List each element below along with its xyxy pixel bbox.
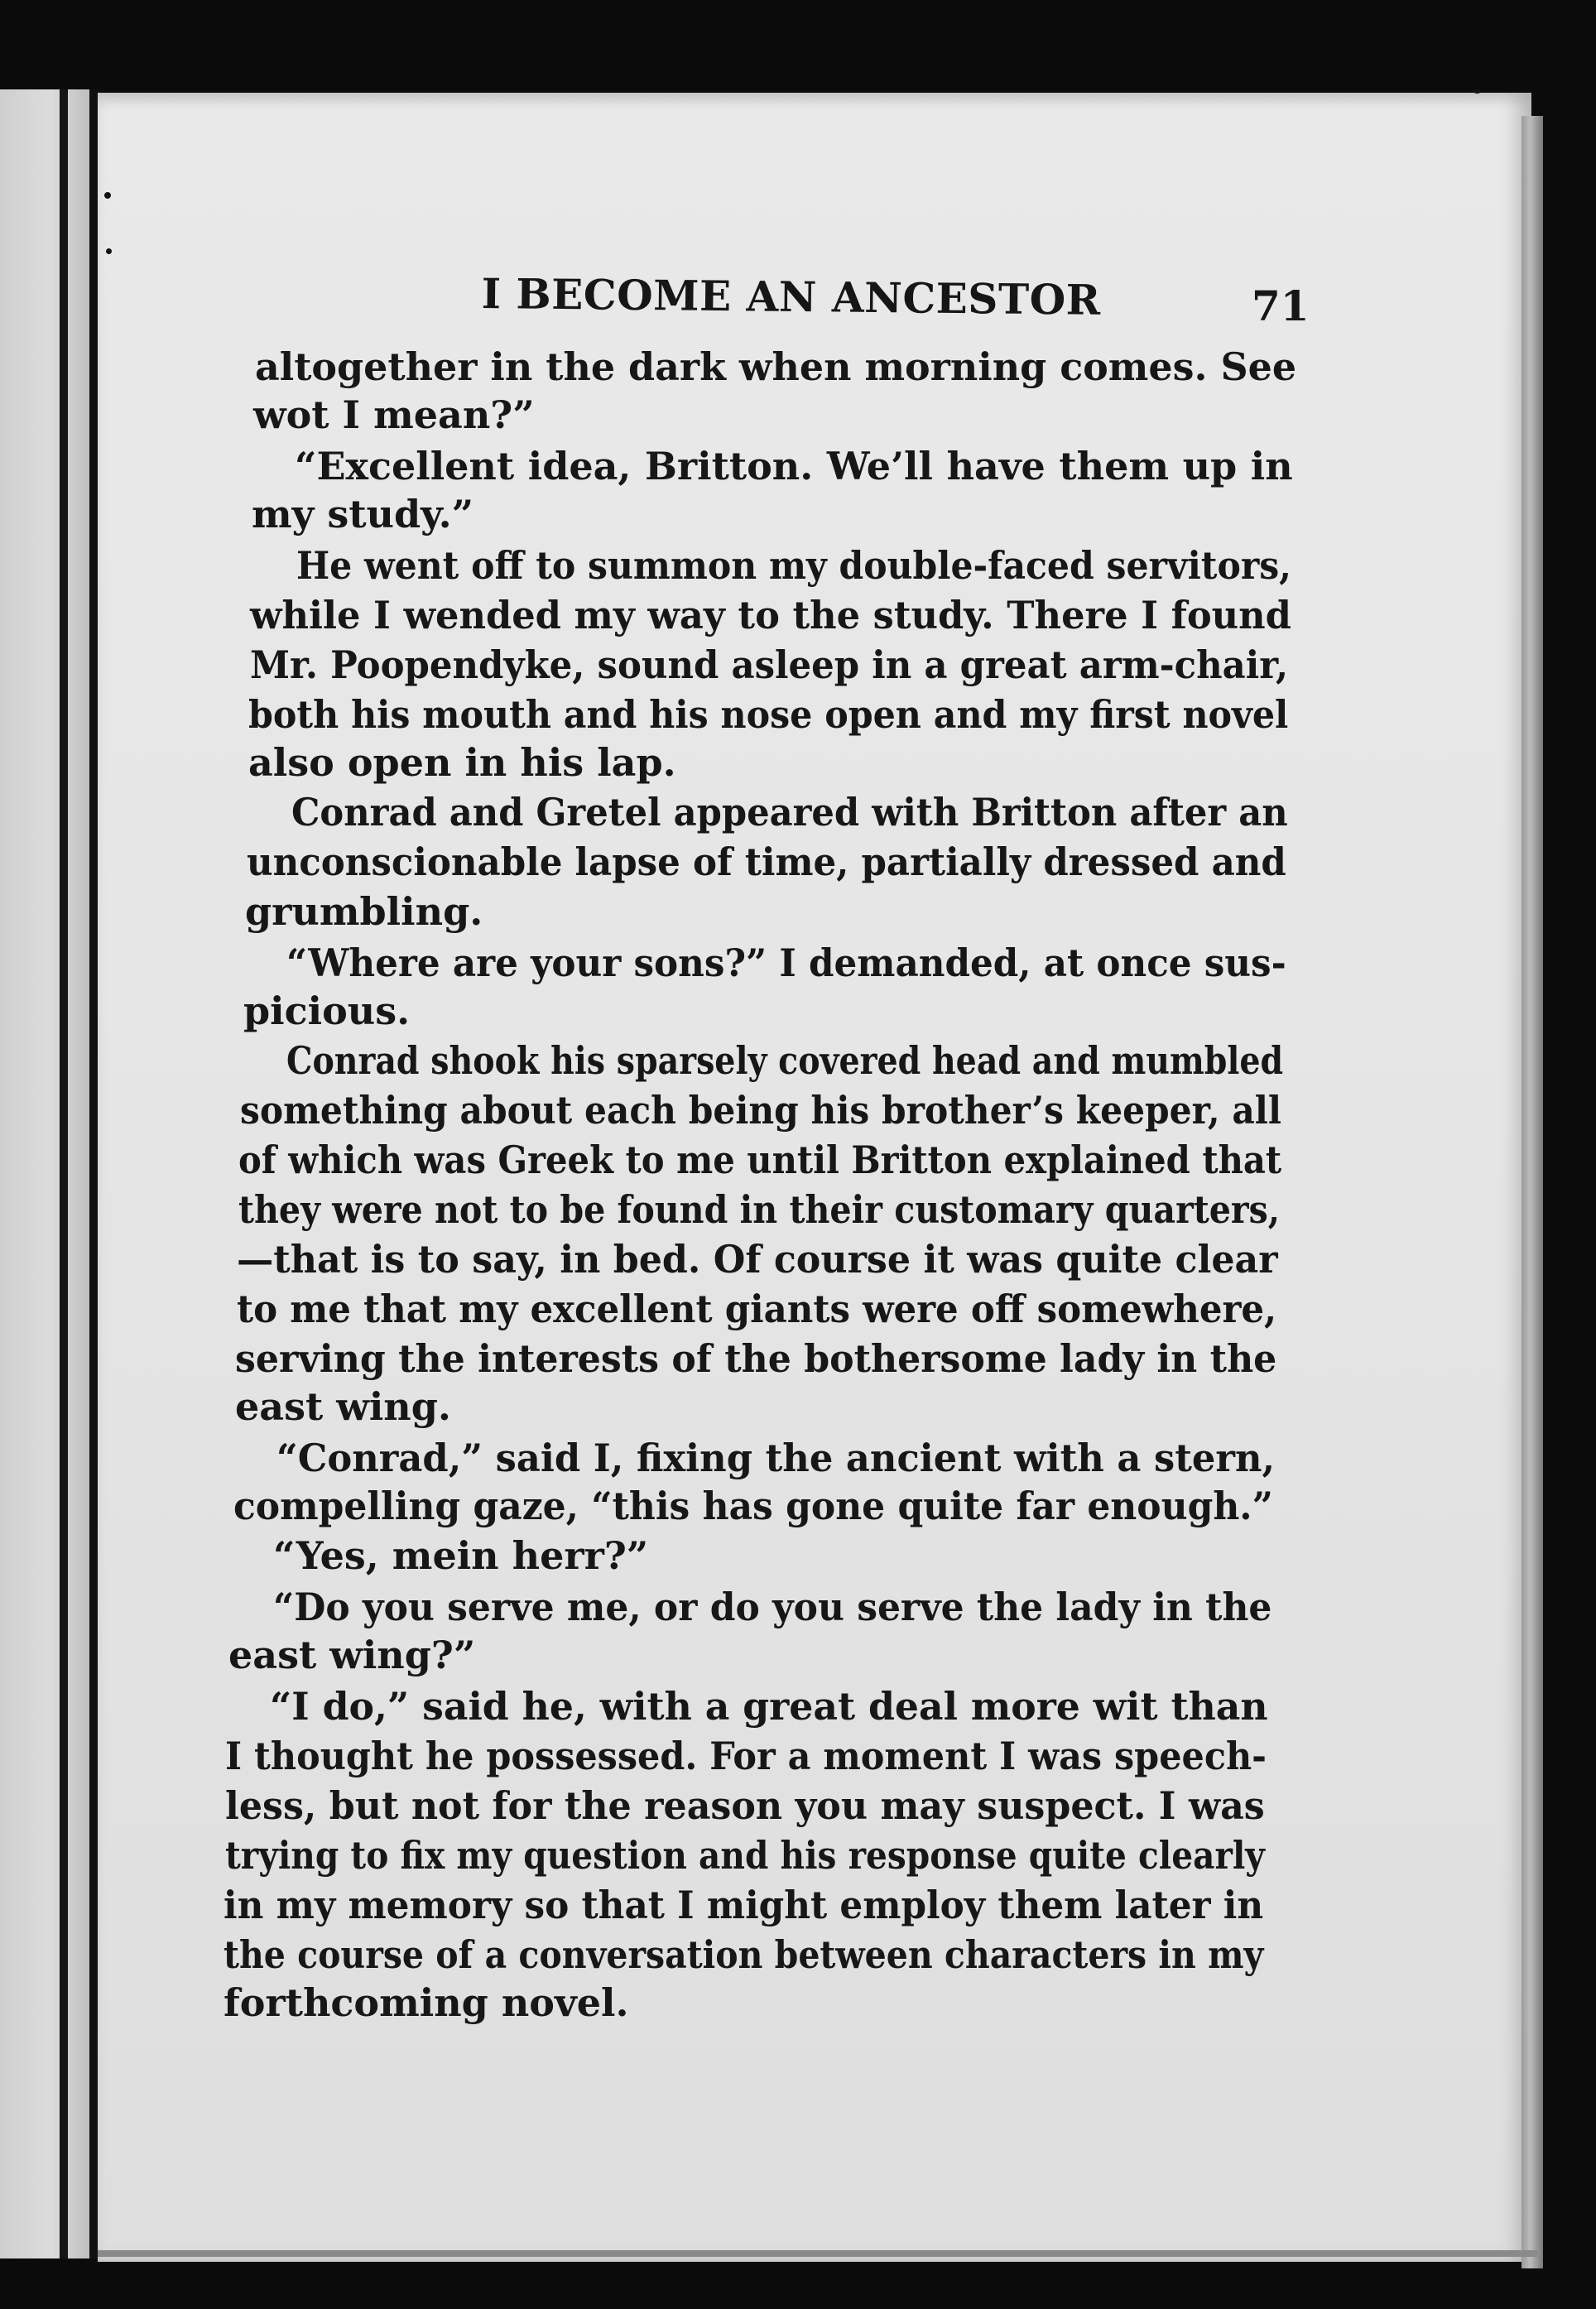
text-line: altogether in the dark when morning comes. See xyxy=(255,344,1297,389)
text-line: “Where are your sons?” I demanded, at once sus- xyxy=(286,940,1286,985)
text-line: my study.” xyxy=(252,492,474,536)
text-line: while I wended my way to the study. There I found xyxy=(250,593,1291,637)
text-line: something about each being his brother’s keeper, all xyxy=(240,1088,1281,1133)
text-line: forthcoming novel. xyxy=(224,1980,629,2025)
text-line: east wing. xyxy=(235,1384,451,1429)
text-line: “Do you serve me, or do you serve the lady in the xyxy=(273,1585,1272,1629)
text-line: Conrad and Gretel appeared with Britton after an xyxy=(291,790,1288,835)
text-line: “Yes, mein herr?” xyxy=(273,1533,649,1578)
text-line: He went off to summon my double-faced servitors, xyxy=(296,543,1291,588)
text-line: Conrad shook his sparsely covered head and mumbled xyxy=(286,1038,1284,1083)
text-line: wot I mean?” xyxy=(253,392,535,437)
text-line: east wing?” xyxy=(228,1633,476,1677)
text-line: of which was Greek to me until Britton explained that xyxy=(238,1138,1282,1182)
text-line: —that is to say, in bed. Of course it was quite clear xyxy=(237,1237,1278,1282)
text-line: to me that my excellent giants were off somewhere, xyxy=(237,1287,1277,1331)
text-line: trying to fix my question and his response quite clearly xyxy=(225,1833,1265,1878)
text-line: they were not to be found in their customary quarters, xyxy=(238,1187,1281,1232)
page-number: 71 xyxy=(1252,281,1310,330)
text-line: “I do,” said he, with a great deal more wit than xyxy=(270,1684,1268,1729)
text-line: both his mouth and his nose open and my first novel xyxy=(248,692,1289,737)
text-line: compelling gaze, “this has gone quite far enough.” xyxy=(233,1484,1273,1528)
text-line: I thought he possessed. For a moment I was speech- xyxy=(225,1734,1267,1778)
text-line: also open in his lap. xyxy=(248,740,676,785)
text-line: in my memory so that I might employ them later in xyxy=(224,1883,1264,1927)
text-line: less, but not for the reason you may suspect. I was xyxy=(225,1783,1265,1828)
text-line: “Conrad,” said I, fixing the ancient with a stern, xyxy=(276,1436,1276,1480)
text-line: “Excellent idea, Britton. We’ll have them up in xyxy=(295,444,1293,488)
text-line: serving the interests of the bothersome lady in the xyxy=(235,1336,1277,1381)
text-line: unconscionable lapse of time, partially dressed and xyxy=(247,839,1286,884)
text-line: the course of a conversation between characters in my xyxy=(224,1932,1264,1977)
text-line: grumbling. xyxy=(245,889,483,934)
text-line: Mr. Poopendyke, sound asleep in a great arm-chair, xyxy=(250,642,1289,687)
text-line: picious. xyxy=(243,989,411,1033)
running-header-title: I BECOME AN ANCESTOR xyxy=(481,269,1102,325)
